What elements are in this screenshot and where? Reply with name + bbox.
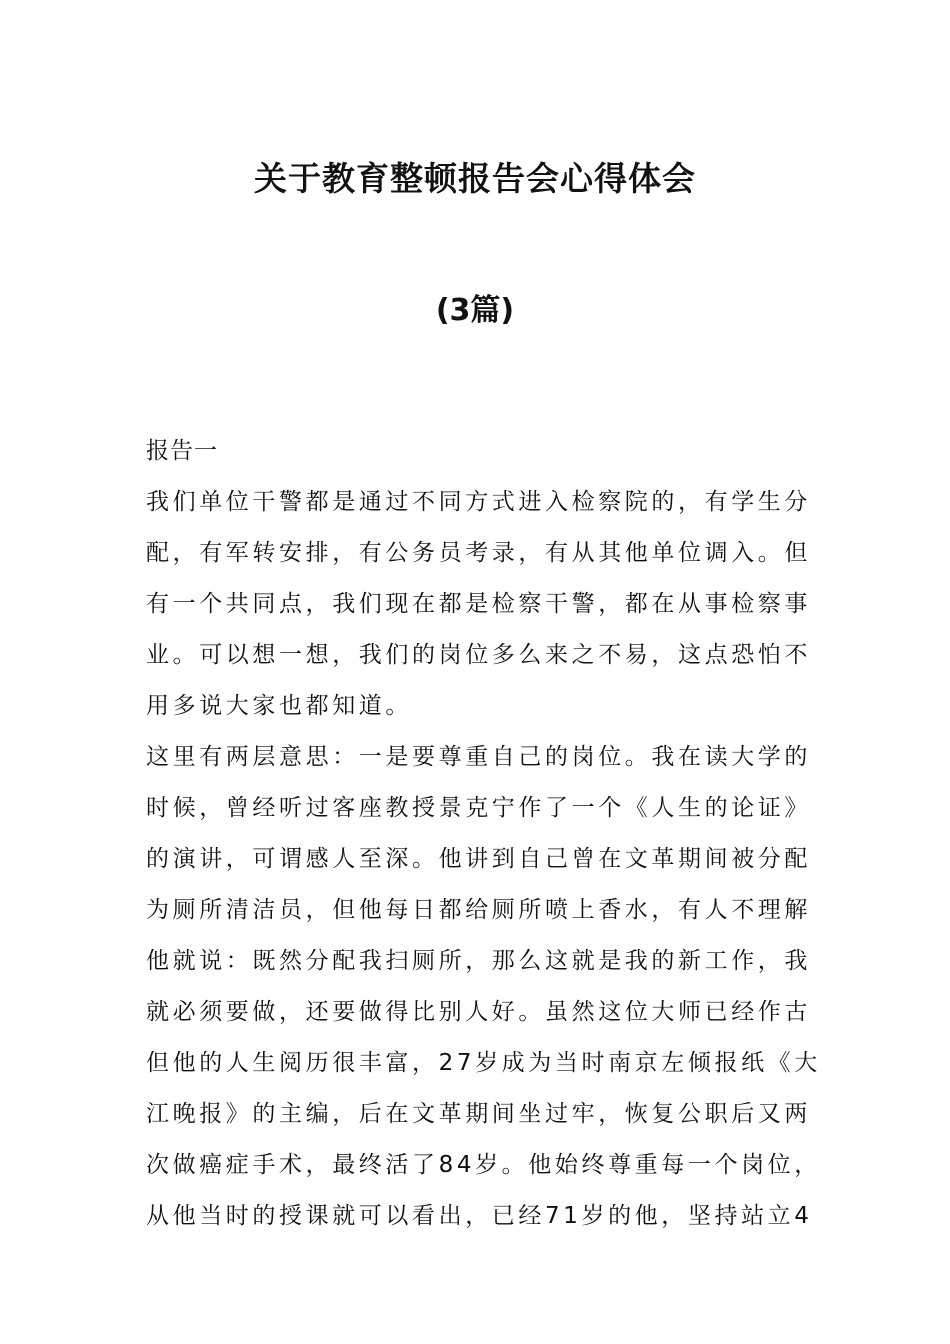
- body-line: 他就说：既然分配我扫厕所，那么这就是我的新工作，我: [146, 948, 811, 974]
- body-line: 时候，曾经听过客座教授景克宁作了一个《人生的论证》: [146, 795, 811, 821]
- body-line: 有一个共同点，我们现在都是检察干警，都在从事检察事: [146, 591, 811, 617]
- body-line: 这里有两层意思：一是要尊重自己的岗位。我在读大学的: [146, 744, 811, 770]
- body-line: 江晚报》的主编，后在文革期间坐过牢，恢复公职后又两: [146, 1101, 811, 1127]
- section-label: 报告一: [146, 438, 218, 464]
- body-line: 但他的人生阅历很丰富，27岁成为当时南京左倾报纸《大: [146, 1050, 821, 1076]
- document-body: [146, 426, 821, 1242]
- body-line: 的演讲，可谓感人至深。他讲到自己曾在文革期间被分配: [146, 846, 811, 872]
- document-subtitle: (3篇): [435, 293, 515, 328]
- body-line: 业。可以想一想，我们的岗位多么来之不易，这点恐怕不: [146, 642, 811, 668]
- body-line: 配，有军转安排，有公务员考录，有从其他单位调入。但: [146, 540, 811, 566]
- body-line: 次做癌症手术，最终活了84岁。他始终尊重每一个岗位，: [146, 1152, 821, 1178]
- body-line: 为厕所清洁员，但他每日都给厕所喷上香水，有人不理解: [146, 897, 811, 923]
- body-line: 我们单位干警都是通过不同方式进入检察院的，有学生分: [146, 489, 811, 515]
- document-title: 关于教育整顿报告会心得体会: [254, 159, 696, 198]
- body-line: 用多说大家也都知道。: [146, 693, 412, 719]
- body-line: 从他当时的授课就可以看出，已经71岁的他，坚持站立4: [146, 1203, 813, 1229]
- body-line: 就必须要做，还要做得比别人好。虽然这位大师已经作古: [146, 999, 811, 1025]
